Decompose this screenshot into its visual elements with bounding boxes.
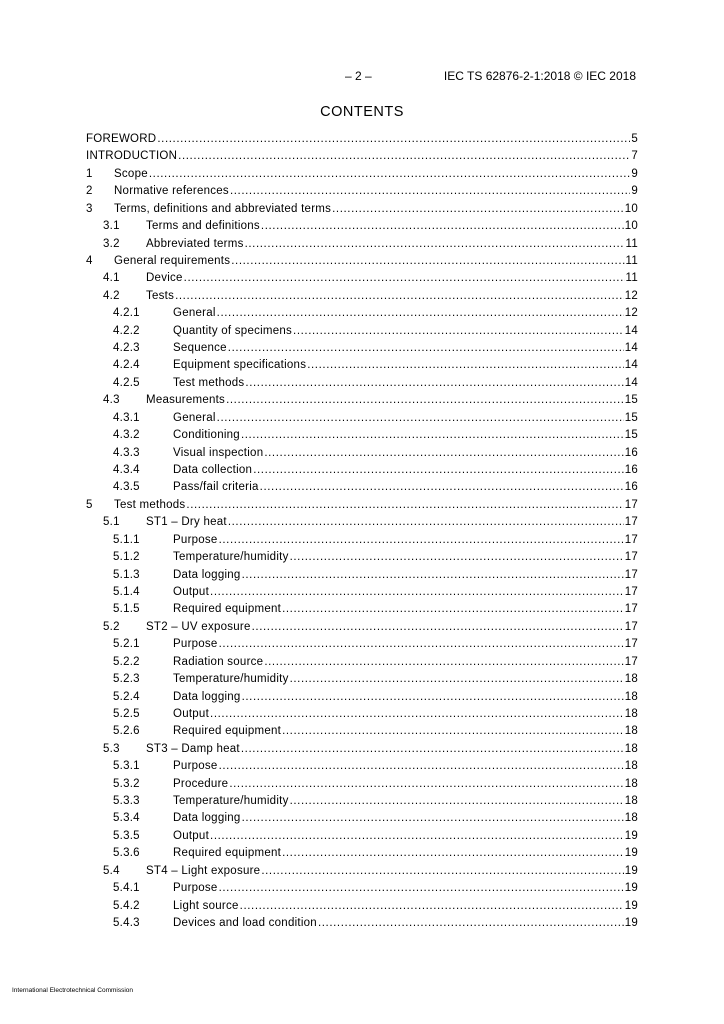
toc-leader-dots (227, 340, 624, 357)
toc-entry[interactable] (86, 706, 638, 723)
toc-entry[interactable] (86, 131, 638, 148)
toc-entry[interactable] (86, 445, 638, 462)
toc-entry-number: 5.1.4 (113, 585, 140, 598)
toc-leader-dots (209, 706, 624, 723)
toc-entry[interactable] (86, 828, 638, 845)
toc-entry-page: 16 (624, 481, 638, 494)
toc-leader-dots (251, 619, 624, 636)
toc-entry-page: 15 (624, 394, 638, 407)
toc-entry-label: Data collection (173, 464, 253, 477)
toc-entry-number: 1 (86, 167, 93, 180)
toc-entry-label: INTRODUCTION (86, 150, 178, 163)
toc-leader-dots (218, 636, 624, 653)
toc-entry-page: 11 (625, 272, 638, 285)
toc-entry-number: 4.3.1 (113, 411, 140, 424)
toc-entry[interactable] (86, 305, 638, 322)
toc-entry-page: 17 (624, 620, 638, 633)
toc-entry[interactable] (86, 863, 638, 880)
toc-leader-dots (306, 357, 623, 374)
toc-entry-number: 3.1 (103, 220, 120, 233)
toc-leader-dots (225, 392, 624, 409)
toc-entry-label: Devices and load condition (173, 916, 317, 929)
toc-leader-dots (209, 828, 624, 845)
toc-entry[interactable] (86, 898, 638, 915)
toc-entry-number: 5.3 (103, 742, 120, 755)
toc-entry[interactable] (86, 514, 638, 531)
toc-entry-label: ST3 – Damp heat (146, 742, 240, 755)
toc-entry-page: 18 (624, 742, 638, 755)
toc-entry-number: 5.3.1 (113, 760, 140, 773)
toc-entry-label: General requirements (114, 254, 231, 267)
toc-entry-page: 17 (624, 603, 638, 616)
toc-entry[interactable] (86, 410, 638, 427)
toc-entry-number: 4.2.2 (113, 324, 140, 337)
toc-entry-number: 5.2 (103, 620, 120, 633)
page-header (0, 68, 724, 84)
toc-entry-page: 19 (624, 847, 638, 860)
toc-entry[interactable] (86, 549, 638, 566)
toc-entry[interactable] (86, 532, 638, 549)
toc-entry-label: Temperature/humidity (173, 673, 289, 686)
toc-entry[interactable] (86, 392, 638, 409)
toc-entry-label: Terms and definitions (146, 220, 260, 233)
toc-entry-number: 5.4.1 (113, 882, 140, 895)
toc-entry-page: 9 (631, 167, 638, 180)
toc-entry-label: Abbreviated terms (146, 237, 244, 250)
toc-entry-number: 4.3.4 (113, 464, 140, 477)
toc-entry[interactable] (86, 166, 638, 183)
toc-entry-page: 14 (624, 359, 638, 372)
toc-entry-label: Light source (173, 899, 239, 912)
toc-entry-number: 5.2.3 (113, 673, 140, 686)
toc-entry[interactable] (86, 636, 638, 653)
toc-leader-dots (148, 166, 630, 183)
toc-leader-dots (292, 323, 624, 340)
toc-entry-page: 17 (624, 655, 638, 668)
toc-entry-page: 18 (624, 707, 638, 720)
toc-leader-dots (239, 898, 624, 915)
toc-entry[interactable] (86, 915, 638, 932)
toc-leader-dots (317, 915, 624, 932)
toc-entry-label: Data logging (173, 812, 241, 825)
toc-entry-page: 17 (624, 551, 638, 564)
toc-leader-dots (263, 445, 623, 462)
toc-entry-label: Output (173, 829, 210, 842)
toc-entry-page: 12 (624, 307, 638, 320)
toc-entry-number: 5.3.4 (113, 812, 140, 825)
toc-leader-dots (241, 567, 624, 584)
toc-entry-number: 4.1 (103, 272, 120, 285)
toc-leader-dots (263, 654, 623, 671)
toc-entry-page: 18 (624, 777, 638, 790)
toc-entry-number: 5.4 (103, 864, 120, 877)
toc-entry[interactable] (86, 236, 638, 253)
toc-entry-page: 17 (624, 533, 638, 546)
toc-entry-number: 5.1.2 (113, 551, 140, 564)
toc-entry[interactable] (86, 810, 638, 827)
toc-entry-label: Visual inspection (173, 446, 264, 459)
toc-entry-label: ST1 – Dry heat (146, 516, 227, 529)
toc-entry[interactable] (86, 270, 638, 287)
toc-entry[interactable] (86, 671, 638, 688)
toc-entry-number: 4.3.3 (113, 446, 140, 459)
toc-entry-page: 15 (624, 429, 638, 442)
toc-entry-page: 14 (624, 376, 638, 389)
toc-entry-page: 17 (624, 498, 638, 511)
toc-entry-page: 18 (624, 795, 638, 808)
toc-entry[interactable] (86, 479, 638, 496)
toc-leader-dots (244, 236, 625, 253)
toc-entry[interactable] (86, 253, 638, 270)
toc-leader-dots (289, 793, 624, 810)
toc-entry-page: 14 (624, 324, 638, 337)
toc-entry-page: 19 (624, 916, 638, 929)
toc-entry-number: 4.3.5 (113, 481, 140, 494)
toc-entry-label: Temperature/humidity (173, 795, 289, 808)
toc-entry-label: Scope (114, 167, 148, 180)
toc-leader-dots (289, 549, 624, 566)
toc-leader-dots (281, 601, 624, 618)
toc-leader-dots (260, 863, 623, 880)
toc-leader-dots (240, 427, 624, 444)
toc-entry-number: 5.2.5 (113, 707, 140, 720)
toc-entry-number: 4.2.1 (113, 307, 140, 320)
toc-entry-number: 5.3.3 (113, 795, 140, 808)
toc-entry-number: 5.1.1 (113, 533, 140, 546)
toc-entry-page: 11 (625, 254, 638, 267)
toc-leader-dots (228, 776, 623, 793)
toc-entry[interactable] (86, 689, 638, 706)
page-number: – 2 – (345, 69, 372, 83)
toc-entry[interactable] (86, 601, 638, 618)
toc-leader-dots (230, 253, 624, 270)
toc-entry-page: 17 (624, 568, 638, 581)
toc-entry-label: General (173, 411, 216, 424)
toc-entry[interactable] (86, 741, 638, 758)
toc-entry-page: 15 (624, 411, 638, 424)
toc-leader-dots (252, 462, 624, 479)
toc-entry-label: Data logging (173, 568, 241, 581)
toc-leader-dots (227, 514, 624, 531)
toc-entry-page: 11 (625, 237, 638, 250)
toc-entry-number: 5.2.1 (113, 638, 140, 651)
toc-entry-number: 4 (86, 254, 93, 267)
toc-entry-label: ST2 – UV exposure (146, 620, 251, 633)
toc-entry[interactable] (86, 323, 638, 340)
toc-leader-dots (281, 723, 624, 740)
toc-entry-number: 4.3.2 (113, 429, 140, 442)
toc-entry-page: 7 (631, 150, 638, 163)
footer-organization: International Electrotechnical Commission (12, 987, 134, 994)
toc-entry-page: 19 (624, 882, 638, 895)
toc-entry-label: Required equipment (173, 603, 282, 616)
toc-entry[interactable] (86, 375, 638, 392)
toc-leader-dots (281, 845, 624, 862)
toc-entry[interactable] (86, 357, 638, 374)
toc-entry[interactable] (86, 654, 638, 671)
toc-entry-number: 5.4.2 (113, 899, 140, 912)
toc-entry-page: 19 (624, 829, 638, 842)
toc-entry-label: Device (146, 272, 183, 285)
toc-entry-number: 4.2 (103, 289, 120, 302)
toc-leader-dots (216, 410, 624, 427)
toc-entry-page: 19 (624, 864, 638, 877)
toc-entry-number: 5.1.5 (113, 603, 140, 616)
toc-leader-dots (289, 671, 624, 688)
toc-entry-label: Sequence (173, 342, 227, 355)
toc-leader-dots (216, 305, 624, 322)
toc-entry-page: 14 (624, 342, 638, 355)
toc-entry-number: 2 (86, 185, 93, 198)
toc-entry-page: 17 (624, 516, 638, 529)
toc-entry-page: 17 (624, 638, 638, 651)
toc-entry-page: 19 (624, 899, 638, 912)
toc-entry-number: 5.3.6 (113, 847, 140, 860)
toc-entry-label: Purpose (173, 760, 218, 773)
toc-entry[interactable] (86, 183, 638, 200)
document-id: IEC TS 62876-2-1:2018 © IEC 2018 (443, 69, 636, 83)
toc-entry-number: 5.2.6 (113, 725, 140, 738)
toc-entry-label: Required equipment (173, 725, 282, 738)
toc-entry[interactable] (86, 758, 638, 775)
toc-entry-number: 5.4.3 (113, 916, 140, 929)
toc-leader-dots (218, 758, 624, 775)
toc-entry[interactable] (86, 619, 638, 636)
toc-entry[interactable] (86, 148, 638, 165)
toc-entry-page: 17 (624, 585, 638, 598)
toc-entry[interactable] (86, 462, 638, 479)
toc-entry[interactable] (86, 845, 638, 862)
toc-entry[interactable] (86, 567, 638, 584)
toc-entry[interactable] (86, 201, 638, 218)
toc-entry[interactable] (86, 340, 638, 357)
toc-entry-number: 3 (86, 202, 93, 215)
toc-entry-number: 5.2.2 (113, 655, 140, 668)
toc-entry[interactable] (86, 497, 638, 514)
toc-entry-number: 4.2.3 (113, 342, 140, 355)
toc-entry-page: 9 (631, 185, 638, 198)
toc-entry-number: 5.1 (103, 516, 120, 529)
toc-leader-dots (209, 584, 624, 601)
toc-entry-number: 4.3 (103, 394, 120, 407)
toc-entry-page: 16 (624, 464, 638, 477)
toc-entry[interactable] (86, 880, 638, 897)
toc-entry-page: 5 (631, 133, 638, 145)
toc-entry[interactable] (86, 776, 638, 793)
toc-leader-dots (244, 375, 623, 392)
toc-entry-page: 18 (624, 690, 638, 703)
toc-entry-number: 5.1.3 (113, 568, 140, 581)
toc-entry-number: 3.2 (103, 237, 120, 250)
toc-entry-label: Purpose (173, 882, 218, 895)
toc-entry[interactable] (86, 218, 638, 235)
toc-entry-label: FOREWORD (86, 133, 157, 145)
toc-entry-label: Procedure (173, 777, 229, 790)
toc-entry[interactable] (86, 584, 638, 601)
toc-leader-dots (183, 270, 625, 287)
toc-entry-label: Test methods (173, 376, 245, 389)
toc-entry-label: Required equipment (173, 847, 282, 860)
toc-entry-label: General (173, 307, 216, 320)
toc-entry-label: Purpose (173, 533, 218, 546)
toc-entry-label: Output (173, 585, 210, 598)
toc-entry-label: Temperature/humidity (173, 551, 289, 564)
toc-leader-dots (241, 689, 624, 706)
toc-entry-page: 18 (624, 673, 638, 686)
toc-entry-number: 5 (86, 498, 93, 511)
toc-entry-page: 10 (624, 220, 638, 233)
toc-entry-label: Pass/fail criteria (173, 481, 259, 494)
toc-entry-number: 5.3.2 (113, 777, 140, 790)
toc-leader-dots (185, 497, 623, 514)
toc-leader-dots (240, 741, 624, 758)
toc-leader-dots (177, 148, 630, 165)
toc-entry[interactable] (86, 723, 638, 740)
toc-entry-page: 18 (624, 812, 638, 825)
toc-entry[interactable] (86, 427, 638, 444)
table-of-contents (86, 131, 638, 932)
toc-entry-label: Output (173, 707, 210, 720)
toc-entry-label: Data logging (173, 690, 241, 703)
toc-entry-label: Terms, definitions and abbreviated terms (114, 202, 332, 215)
toc-entry-number: 4.2.4 (113, 359, 140, 372)
page-title: CONTENTS (320, 104, 404, 120)
toc-entry-label: Test methods (114, 498, 186, 511)
toc-leader-dots (331, 201, 624, 218)
toc-leader-dots (218, 880, 624, 897)
toc-leader-dots (259, 479, 624, 496)
toc-entry-number: 5.2.4 (113, 690, 140, 703)
toc-entry-page: 10 (624, 202, 638, 215)
toc-entry-label: Purpose (173, 638, 218, 651)
toc-leader-dots (229, 183, 630, 200)
toc-leader-dots (260, 218, 624, 235)
toc-leader-dots (218, 532, 624, 549)
toc-entry-label: Normative references (114, 185, 229, 198)
toc-entry-page: 18 (624, 760, 638, 773)
toc-entry-label: Conditioning (173, 429, 240, 442)
toc-entry-page: 18 (624, 725, 638, 738)
toc-entry[interactable] (86, 793, 638, 810)
toc-entry-label: Equipment specifications (173, 359, 307, 372)
toc-entry-page: 12 (624, 289, 638, 302)
toc-entry-label: Tests (146, 289, 175, 302)
toc-leader-dots (156, 131, 630, 148)
toc-entry-label: ST4 – Light exposure (146, 864, 261, 877)
toc-leader-dots (174, 288, 624, 305)
toc-entry-number: 4.2.5 (113, 376, 140, 389)
toc-entry-label: Measurements (146, 394, 226, 407)
toc-entry-label: Radiation source (173, 655, 264, 668)
toc-leader-dots (241, 810, 624, 827)
toc-entry-page: 16 (624, 446, 638, 459)
toc-entry-label: Quantity of specimens (173, 324, 293, 337)
toc-entry[interactable] (86, 288, 638, 305)
toc-entry-number: 5.3.5 (113, 829, 140, 842)
